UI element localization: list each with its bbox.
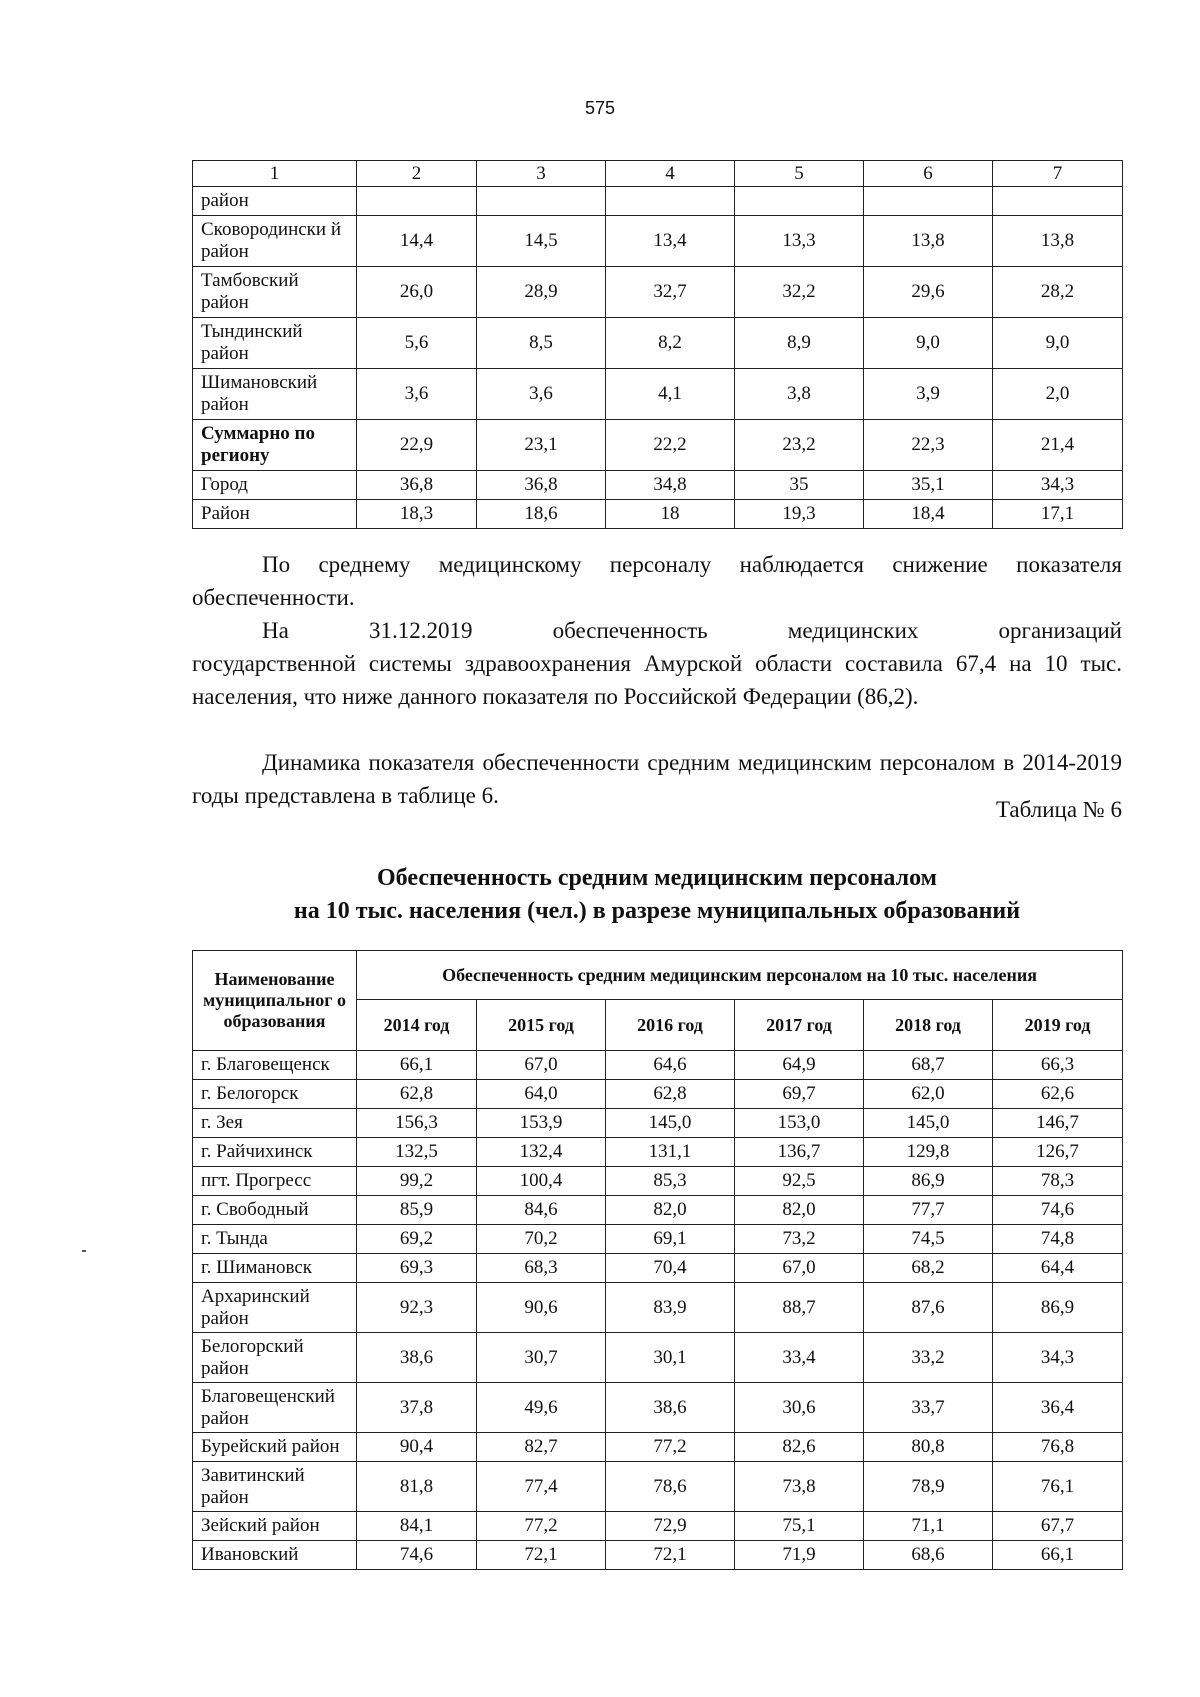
value-cell: 132,5 [357,1138,477,1167]
value-cell: 77,7 [864,1196,993,1225]
value-cell: 34,3 [993,1333,1123,1383]
value-cell: 70,2 [477,1225,606,1254]
value-cell: 88,7 [735,1283,864,1333]
scan-artifact [82,1250,86,1252]
value-cell: 85,9 [357,1196,477,1225]
value-cell: 62,8 [357,1080,477,1109]
table-row [193,318,1123,369]
value-cell: 28,9 [477,267,606,318]
value-cell: 13,8 [864,216,993,267]
value-cell: 17,1 [993,500,1123,529]
year-header: 2016 год [606,1000,735,1051]
value-cell: 92,3 [357,1283,477,1333]
table-row [193,1080,1123,1109]
value-cell: 13,8 [993,216,1123,267]
value-cell [477,187,606,216]
municipality-column-header: Наименование муниципальног о образования [193,951,357,1051]
value-cell [606,187,735,216]
value-cell: 38,6 [606,1383,735,1433]
value-cell: 62,6 [993,1080,1123,1109]
value-cell: 82,7 [477,1433,606,1462]
column-number: 5 [735,161,864,187]
value-cell: 67,0 [477,1051,606,1080]
value-cell: 35,1 [864,471,993,500]
municipality-name: Суммарно по региону [193,420,357,471]
value-cell: 145,0 [606,1109,735,1138]
value-cell: 64,9 [735,1051,864,1080]
value-cell: 66,3 [993,1051,1123,1080]
value-cell: 66,1 [993,1541,1123,1570]
value-cell: 66,1 [357,1051,477,1080]
value-cell: 32,7 [606,267,735,318]
paragraph-provision-rest: государственной системы здравоохранения Амурской области составила 67,4 на 10 тыс. населения, что ниже данного показателя по Российской Федерации (86,2). [192,651,1122,709]
municipality-name: Сковородински й район [193,216,357,267]
municipality-name: Завитинский район [193,1462,357,1512]
value-cell: 146,7 [993,1109,1123,1138]
value-cell: 72,1 [477,1541,606,1570]
table-row [193,1333,1123,1383]
municipality-name: г. Благовещенск [193,1051,357,1080]
value-cell [993,187,1123,216]
column-number: 6 [864,161,993,187]
value-cell: 74,6 [993,1196,1123,1225]
value-cell: 33,4 [735,1333,864,1383]
value-cell: 68,3 [477,1254,606,1283]
municipality-name: Город [193,471,357,500]
column-number-row [193,161,1123,187]
table-row [193,500,1123,529]
value-cell: 85,3 [606,1167,735,1196]
value-cell [357,187,477,216]
value-cell: 80,8 [864,1433,993,1462]
value-cell: 14,4 [357,216,477,267]
table-title [192,862,1122,928]
municipality-name: пгт. Прогресс [193,1167,357,1196]
value-cell: 3,6 [477,369,606,420]
value-cell: 69,2 [357,1225,477,1254]
table-title-line1: Обеспеченность средним медицинским персоналом [377,865,937,891]
value-cell: 33,7 [864,1383,993,1433]
value-cell: 14,5 [477,216,606,267]
municipality-name: район [193,187,357,216]
value-cell [864,187,993,216]
value-cell: 68,6 [864,1541,993,1570]
value-cell: 78,6 [606,1462,735,1512]
value-cell: 90,4 [357,1433,477,1462]
value-cell: 81,8 [357,1462,477,1512]
value-cell: 34,3 [993,471,1123,500]
value-cell: 38,6 [357,1333,477,1383]
paragraph-provision-line1: На 31.12.2019 обеспеченность медицинских организаций [262,618,1122,643]
value-cell: 156,3 [357,1109,477,1138]
municipality-name: Ивановский [193,1541,357,1570]
table-row [193,1138,1123,1167]
municipality-name: Шимановский район [193,369,357,420]
municipality-name: г. Райчихинск [193,1138,357,1167]
value-cell: 62,0 [864,1080,993,1109]
municipality-name: г. Шимановск [193,1254,357,1283]
value-cell: 68,2 [864,1254,993,1283]
table-row [193,1254,1123,1283]
value-cell: 21,4 [993,420,1123,471]
value-cell: 64,6 [606,1051,735,1080]
value-cell: 82,0 [606,1196,735,1225]
value-cell: 30,7 [477,1333,606,1383]
municipality-name: Белогорский район [193,1333,357,1383]
table-row [193,1196,1123,1225]
value-cell: 18,4 [864,500,993,529]
table-title-line2: на 10 тыс. населения (чел.) в разрезе муниципальных образований [293,898,1021,924]
value-cell: 36,8 [477,471,606,500]
table-row [193,1109,1123,1138]
value-cell: 5,6 [357,318,477,369]
value-cell: 76,1 [993,1462,1123,1512]
paragraph-dynamics: Динамика показателя обеспеченности средним медицинским персоналом в 2014-2019 годы представлена в таблице 6. [192,750,1122,808]
value-cell: 82,6 [735,1433,864,1462]
value-cell: 83,9 [606,1283,735,1333]
municipality-name: Район [193,500,357,529]
value-cell: 78,3 [993,1167,1123,1196]
value-cell: 90,6 [477,1283,606,1333]
value-cell: 67,0 [735,1254,864,1283]
value-cell: 74,8 [993,1225,1123,1254]
table-row [193,1167,1123,1196]
value-cell: 92,5 [735,1167,864,1196]
value-cell: 9,0 [993,318,1123,369]
value-cell: 18 [606,500,735,529]
municipality-name: Зейский район [193,1512,357,1541]
value-cell: 68,7 [864,1051,993,1080]
value-cell: 18,3 [357,500,477,529]
municipality-name: Благовещенский район [193,1383,357,1433]
header-row-group [193,951,1123,1000]
value-cell: 153,0 [735,1109,864,1138]
value-cell: 8,5 [477,318,606,369]
value-cell: 75,1 [735,1512,864,1541]
value-cell: 8,9 [735,318,864,369]
column-number: 7 [993,161,1123,187]
value-cell: 3,9 [864,369,993,420]
value-cell: 9,0 [864,318,993,369]
value-cell: 82,0 [735,1196,864,1225]
table-row [193,1512,1123,1541]
value-cell: 22,9 [357,420,477,471]
value-cell: 77,2 [477,1512,606,1541]
page-number: 575 [584,98,616,118]
municipality-name: г. Зея [193,1109,357,1138]
municipality-name: г. Тында [193,1225,357,1254]
value-cell: 3,8 [735,369,864,420]
value-cell: 145,0 [864,1109,993,1138]
value-cell: 77,2 [606,1433,735,1462]
value-cell: 49,6 [477,1383,606,1433]
value-cell: 36,8 [357,471,477,500]
municipality-name: Архаринский район [193,1283,357,1333]
table-row [193,1462,1123,1512]
value-cell: 153,9 [477,1109,606,1138]
table-row [193,1541,1123,1570]
value-cell: 19,3 [735,500,864,529]
value-cell: 4,1 [606,369,735,420]
value-cell: 69,3 [357,1254,477,1283]
value-cell: 77,4 [477,1462,606,1512]
municipality-name: Тындинский район [193,318,357,369]
value-cell: 29,6 [864,267,993,318]
value-cell: 100,4 [477,1167,606,1196]
value-cell: 36,4 [993,1383,1123,1433]
table-row [193,216,1123,267]
year-header: 2018 год [864,1000,993,1051]
table-row [193,1383,1123,1433]
value-cell: 78,9 [864,1462,993,1512]
table-row [193,420,1123,471]
value-cell: 84,6 [477,1196,606,1225]
table-row [193,1283,1123,1333]
provision-group-header: Обеспеченность средним медицинским персоналом на 10 тыс. населения [357,951,1123,1000]
value-cell: 87,6 [864,1283,993,1333]
value-cell: 76,8 [993,1433,1123,1462]
value-cell: 126,7 [993,1138,1123,1167]
value-cell: 33,2 [864,1333,993,1383]
value-cell: 18,6 [477,500,606,529]
value-cell: 35 [735,471,864,500]
table-row [193,1051,1123,1080]
value-cell: 70,4 [606,1254,735,1283]
value-cell: 13,4 [606,216,735,267]
value-cell: 74,6 [357,1541,477,1570]
value-cell: 22,2 [606,420,735,471]
value-cell: 72,1 [606,1541,735,1570]
municipality-name: г. Свободный [193,1196,357,1225]
table-row [193,187,1123,216]
value-cell: 67,7 [993,1512,1123,1541]
value-cell: 99,2 [357,1167,477,1196]
year-header: 2019 год [993,1000,1123,1051]
table-row [193,1433,1123,1462]
value-cell: 131,1 [606,1138,735,1167]
value-cell: 30,1 [606,1333,735,1383]
paragraph-staff-decrease: По среднему медицинскому персоналу наблюдается снижение показателя обеспеченности. [192,552,1122,610]
municipal-staffing-table [192,950,1123,1570]
value-cell: 23,2 [735,420,864,471]
year-header: 2015 год [477,1000,606,1051]
municipality-name: г. Белогорск [193,1080,357,1109]
value-cell: 23,1 [477,420,606,471]
value-cell: 28,2 [993,267,1123,318]
value-cell: 132,4 [477,1138,606,1167]
column-number: 2 [357,161,477,187]
value-cell: 69,1 [606,1225,735,1254]
value-cell: 62,8 [606,1080,735,1109]
staffing-table-continued [192,160,1123,529]
value-cell: 73,2 [735,1225,864,1254]
value-cell: 129,8 [864,1138,993,1167]
value-cell: 34,8 [606,471,735,500]
value-cell: 13,3 [735,216,864,267]
value-cell: 69,7 [735,1080,864,1109]
value-cell: 73,8 [735,1462,864,1512]
table-label: Таблица № 6 [995,797,1122,822]
value-cell: 84,1 [357,1512,477,1541]
value-cell: 74,5 [864,1225,993,1254]
municipality-name: Тамбовский район [193,267,357,318]
year-header: 2014 год [357,1000,477,1051]
year-header: 2017 год [735,1000,864,1051]
value-cell: 8,2 [606,318,735,369]
value-cell: 32,2 [735,267,864,318]
value-cell: 3,6 [357,369,477,420]
value-cell: 86,9 [864,1167,993,1196]
column-number: 4 [606,161,735,187]
municipality-name: Бурейский район [193,1433,357,1462]
value-cell: 26,0 [357,267,477,318]
value-cell: 64,0 [477,1080,606,1109]
value-cell: 64,4 [993,1254,1123,1283]
column-number: 1 [193,161,357,187]
value-cell: 86,9 [993,1283,1123,1333]
value-cell: 136,7 [735,1138,864,1167]
column-number: 3 [477,161,606,187]
value-cell: 37,8 [357,1383,477,1433]
value-cell: 71,1 [864,1512,993,1541]
table-row [193,369,1123,420]
table-row [193,1225,1123,1254]
value-cell: 2,0 [993,369,1123,420]
value-cell: 22,3 [864,420,993,471]
value-cell [735,187,864,216]
table-row [193,267,1123,318]
value-cell: 71,9 [735,1541,864,1570]
value-cell: 72,9 [606,1512,735,1541]
value-cell: 30,6 [735,1383,864,1433]
table-row [193,471,1123,500]
